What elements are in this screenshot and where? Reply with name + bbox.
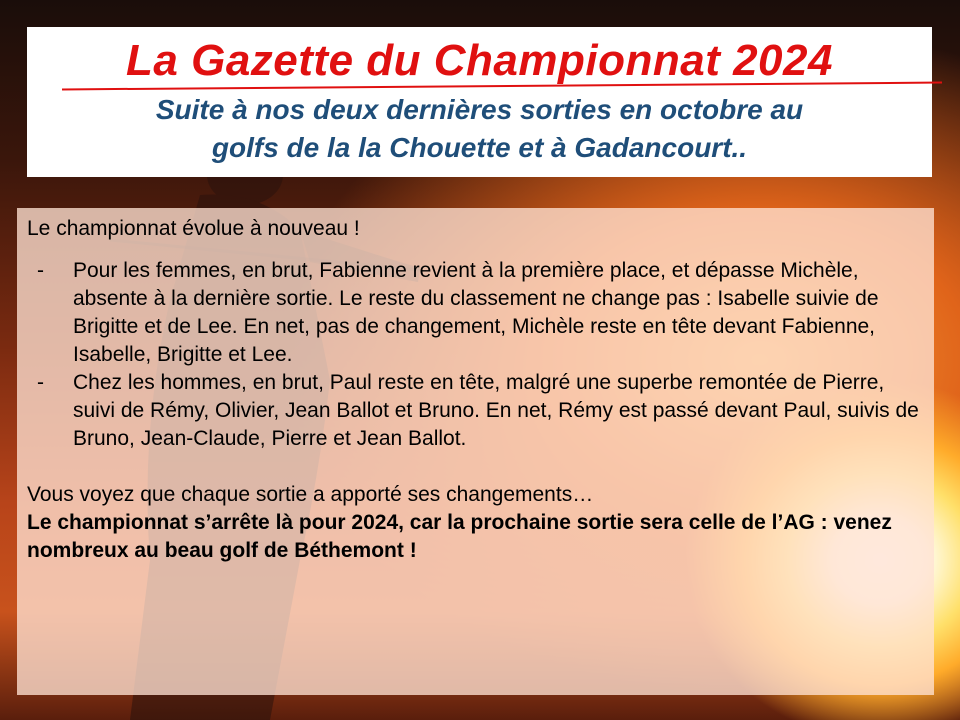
women-standings-text: Pour les femmes, en brut, Fabienne revient à la première place, et dépasse Michèle, absente à la dernière sortie. Le reste du classement ne change pas : Isabelle suivie de Brigitte et de Lee. En net, pas de changement, Michèle reste en tête devant Fabienne, Isabelle, Brigitte et Lee. <box>73 259 879 366</box>
bullet-dash: - <box>37 371 44 394</box>
subtitle <box>27 91 932 167</box>
title-banner <box>27 27 932 177</box>
standings-list <box>27 257 924 453</box>
subtitle-line-1: Suite à nos deux dernières sorties en octobre au <box>155 94 804 125</box>
page-title: La Gazette du Championnat 2024 <box>126 36 833 85</box>
subtitle-line-2: golfs de la la Chouette et à Gadancourt.. <box>211 132 748 163</box>
article-body <box>17 208 934 695</box>
intro-text: Le championnat évolue à nouveau ! <box>27 217 360 240</box>
closing-text: Vous voyez que chaque sortie a apporté ses changements… <box>27 483 594 506</box>
closing-announcement: Le championnat s’arrête là pour 2024, car la prochaine sortie sera celle de l’AG : venez nombreux au beau golf de Béthemont ! <box>27 511 892 562</box>
spacer <box>27 453 924 481</box>
men-standings-text: Chez les hommes, en brut, Paul reste en tête, malgré une superbe remontée de Pierre, suivi de Rémy, Olivier, Jean Ballot et Bruno. En net, Rémy est passé devant Paul, suivis de Bruno, Jean-Claude, Pierre et Jean Ballot. <box>73 371 919 450</box>
list-item-men <box>27 369 924 453</box>
bullet-dash: - <box>37 259 44 282</box>
list-item-women <box>27 257 924 369</box>
